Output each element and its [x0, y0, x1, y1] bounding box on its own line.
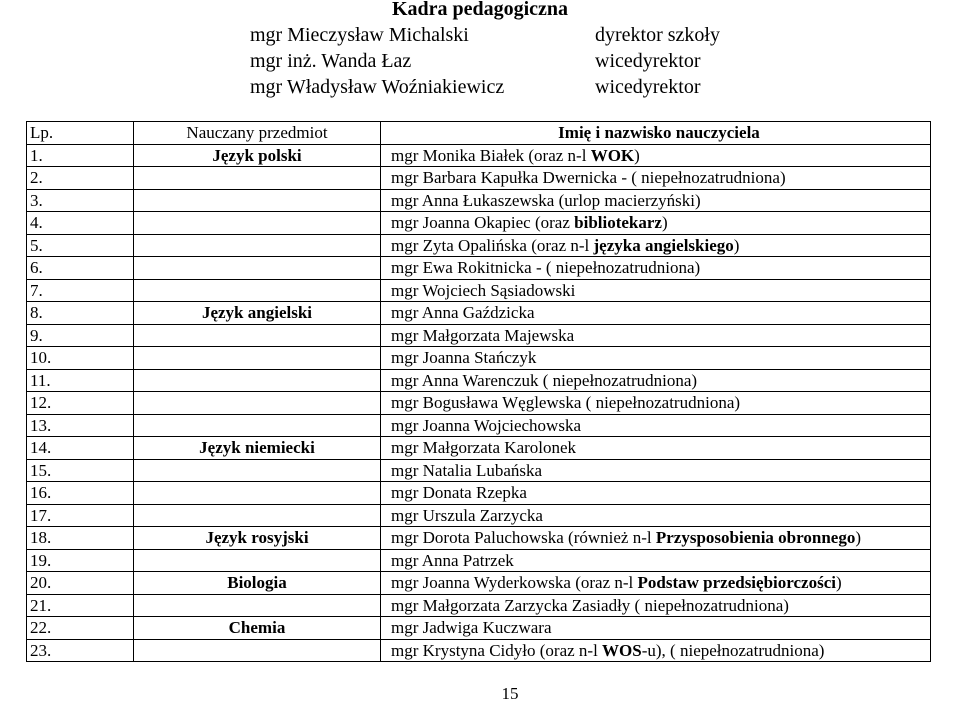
name-suffix: ) — [835, 573, 842, 593]
subject-cell — [134, 594, 381, 617]
teacher-name: mgr Małgorzata Zarzycka Zasiadły ( niepełnozatrudniona) — [391, 595, 789, 615]
management-row — [250, 22, 720, 48]
teacher-name-cell — [381, 144, 931, 167]
teacher-name-cell — [381, 167, 931, 190]
teacher-name-cell — [381, 279, 931, 302]
extra-role: WOK — [590, 145, 635, 165]
teacher-name: mgr Joanna Stańczyk — [391, 348, 537, 368]
teacher-name-cell — [381, 594, 931, 617]
name-suffix: ) — [733, 235, 740, 255]
subject-cell — [134, 324, 381, 347]
row-number: 16. — [27, 482, 134, 505]
header-lp: Lp. — [27, 122, 134, 145]
teacher-name: mgr Wojciech Sąsiadowski — [391, 280, 576, 300]
teacher-name-cell — [381, 324, 931, 347]
staff-name: mgr inż. Wanda Łaz — [250, 50, 412, 72]
row-number: 19. — [27, 549, 134, 572]
teacher-name: mgr Donata Rzepka — [391, 483, 527, 503]
table-row — [27, 324, 931, 347]
subject-cell: Język rosyjski — [134, 527, 381, 550]
management-list — [250, 22, 720, 100]
teacher-name: mgr Bogusława Węglewska ( niepełnozatrudniona) — [391, 393, 741, 413]
teacher-name-cell — [381, 617, 931, 640]
subject-cell — [134, 549, 381, 572]
teacher-name-cell — [381, 234, 931, 257]
teacher-name-cell — [381, 437, 931, 460]
teacher-name-cell — [381, 347, 931, 370]
teacher-name-cell — [381, 212, 931, 235]
row-number: 22. — [27, 617, 134, 640]
teacher-name-cell — [381, 189, 931, 212]
page-number: 15 — [501, 684, 519, 703]
teacher-name: mgr Urszula Zarzycka — [391, 505, 543, 525]
teachers-table — [26, 121, 931, 662]
teacher-name-cell — [381, 527, 931, 550]
row-number: 21. — [27, 594, 134, 617]
teacher-name: mgr Joanna Okapiec (oraz — [391, 213, 575, 233]
page-title: Kadra pedagogiczna — [391, 0, 569, 20]
management-row — [250, 48, 720, 74]
table-row — [27, 414, 931, 437]
row-number: 2. — [27, 167, 134, 190]
teacher-name: mgr Małgorzata Majewska — [391, 325, 575, 345]
name-suffix: ) — [661, 213, 668, 233]
subject-cell — [134, 167, 381, 190]
subject-cell — [134, 504, 381, 527]
extra-role: bibliotekarz — [574, 213, 662, 233]
subject-cell — [134, 347, 381, 370]
staff-name: mgr Mieczysław Michalski — [250, 24, 469, 46]
teacher-name-cell — [381, 302, 931, 325]
teacher-name-cell — [381, 459, 931, 482]
row-number: 12. — [27, 392, 134, 415]
teacher-name-cell — [381, 572, 931, 595]
table-row — [27, 617, 931, 640]
extra-role: języka angielskiego — [593, 235, 734, 255]
teacher-name: mgr Krystyna Cidyło (oraz n-l — [391, 640, 603, 660]
management-row — [250, 74, 720, 100]
table-header-row — [27, 122, 931, 145]
table-row — [27, 257, 931, 280]
subject-cell — [134, 189, 381, 212]
teacher-name-cell — [381, 482, 931, 505]
teacher-name: mgr Joanna Wyderkowska (oraz n-l — [391, 573, 638, 593]
teacher-name: mgr Anna Gaździcka — [391, 303, 535, 323]
row-number: 23. — [27, 639, 134, 662]
table-row — [27, 594, 931, 617]
subject-cell — [134, 279, 381, 302]
row-number: 20. — [27, 572, 134, 595]
teacher-name-cell — [381, 257, 931, 280]
table-row — [27, 459, 931, 482]
staff-role: wicedyrektor — [595, 50, 701, 72]
row-number: 7. — [27, 279, 134, 302]
table-row — [27, 212, 931, 235]
row-number: 9. — [27, 324, 134, 347]
subject-cell — [134, 234, 381, 257]
teacher-name: mgr Barbara Kapułka Dwernicka - ( niepełnozatrudniona) — [391, 168, 786, 188]
row-number: 1. — [27, 144, 134, 167]
row-number: 4. — [27, 212, 134, 235]
row-number: 18. — [27, 527, 134, 550]
extra-role: Podstaw przedsiębiorczości — [637, 573, 836, 593]
staff-name: mgr Władysław Woźniakiewicz — [250, 76, 505, 98]
row-number: 14. — [27, 437, 134, 460]
name-suffix: -u), ( niepełnozatrudniona) — [641, 640, 825, 660]
table-row — [27, 549, 931, 572]
subject-cell: Biologia — [134, 572, 381, 595]
teacher-name: mgr Anna Patrzek — [391, 550, 514, 570]
table-row — [27, 144, 931, 167]
teacher-name: mgr Dorota Paluchowska (również n-l — [391, 528, 656, 548]
teacher-name: mgr Monika Białek (oraz n-l — [391, 145, 591, 165]
staff-role: wicedyrektor — [595, 76, 701, 98]
subject-cell: Język niemiecki — [134, 437, 381, 460]
subject-cell — [134, 369, 381, 392]
row-number: 3. — [27, 189, 134, 212]
subject-cell — [134, 257, 381, 280]
teacher-name: mgr Małgorzata Karolonek — [391, 438, 577, 458]
row-number: 6. — [27, 257, 134, 280]
extra-role: Przysposobienia obronnego — [655, 528, 856, 548]
subject-cell: Język angielski — [134, 302, 381, 325]
row-number: 10. — [27, 347, 134, 370]
table-row — [27, 437, 931, 460]
teacher-name-cell — [381, 639, 931, 662]
row-number: 15. — [27, 459, 134, 482]
table-row — [27, 369, 931, 392]
table-row — [27, 234, 931, 257]
table-row — [27, 482, 931, 505]
table-row — [27, 572, 931, 595]
name-suffix: ) — [855, 528, 861, 548]
subject-cell: Język polski — [134, 144, 381, 167]
teacher-name: mgr Zyta Opalińska (oraz n-l — [391, 235, 594, 255]
subject-cell — [134, 482, 381, 505]
row-number: 11. — [27, 369, 134, 392]
teacher-name: mgr Anna Łukaszewska (urlop macierzyński) — [391, 190, 701, 210]
teacher-name: mgr Jadwiga Kuczwara — [391, 618, 552, 638]
row-number: 13. — [27, 414, 134, 437]
teacher-name-cell — [381, 414, 931, 437]
row-number: 5. — [27, 234, 134, 257]
teacher-name-cell — [381, 504, 931, 527]
teacher-name-cell — [381, 369, 931, 392]
staff-role: dyrektor szkoły — [595, 24, 720, 46]
teacher-name: mgr Anna Warenczuk ( niepełnozatrudniona) — [391, 370, 698, 390]
subject-cell — [134, 212, 381, 235]
header-subject: Nauczany przedmiot — [134, 122, 381, 145]
row-number: 8. — [27, 302, 134, 325]
extra-role: WOS — [602, 640, 642, 660]
subject-cell: Chemia — [134, 617, 381, 640]
teacher-name: mgr Joanna Wojciechowska — [391, 415, 581, 435]
table-row — [27, 279, 931, 302]
subject-cell — [134, 459, 381, 482]
teacher-name-cell — [381, 549, 931, 572]
table-row — [27, 639, 931, 662]
subject-cell — [134, 414, 381, 437]
table-row — [27, 167, 931, 190]
table-row — [27, 302, 931, 325]
name-suffix: ) — [634, 145, 640, 165]
teacher-name-cell — [381, 392, 931, 415]
subject-cell — [134, 639, 381, 662]
table-row — [27, 527, 931, 550]
table-row — [27, 189, 931, 212]
teacher-name: mgr Natalia Lubańska — [391, 460, 543, 480]
subject-cell — [134, 392, 381, 415]
row-number: 17. — [27, 504, 134, 527]
header-teacher-name: Imię i nazwisko nauczyciela — [381, 122, 931, 145]
table-row — [27, 347, 931, 370]
table-row — [27, 504, 931, 527]
table-row — [27, 392, 931, 415]
teacher-name: mgr Ewa Rokitnicka - ( niepełnozatrudniona) — [391, 258, 701, 278]
